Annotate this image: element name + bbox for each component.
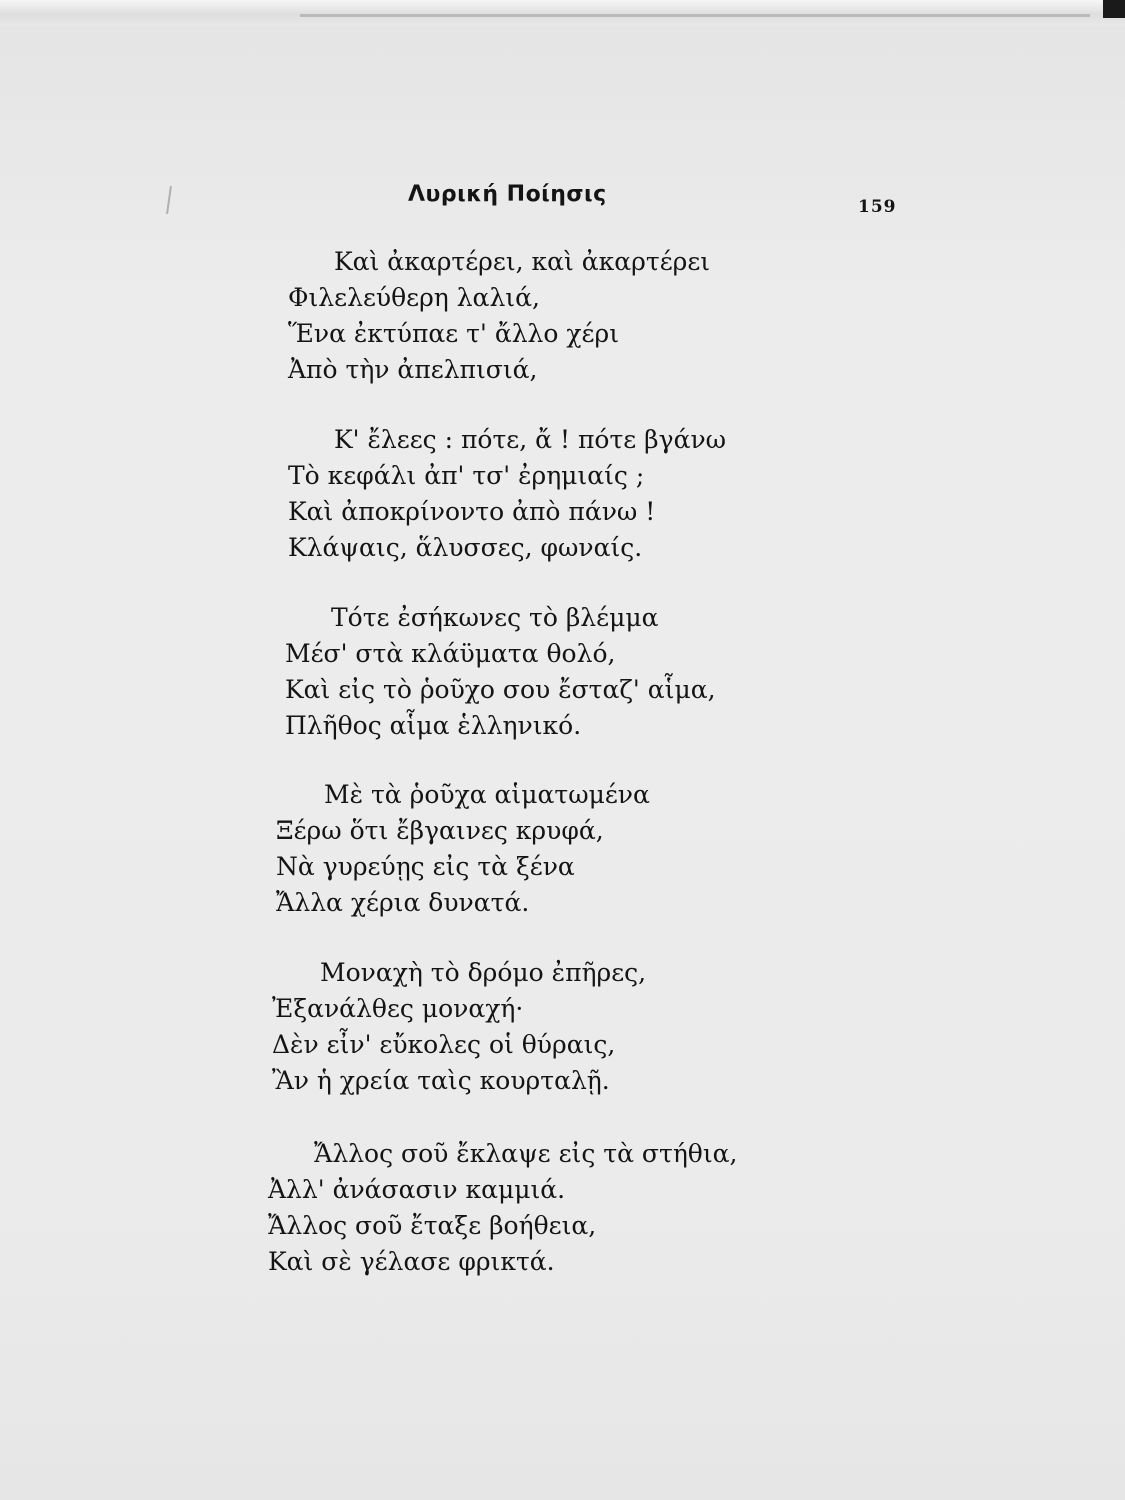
- poem-line: Κλάψαις, ἅλυσσες, φωναίς.: [288, 533, 643, 562]
- poem-line: Φιλελεύθερη λαλιά,: [288, 283, 540, 312]
- margin-speck: [166, 186, 172, 214]
- poem-line: Ἄλλος σοῦ ἔκλαψε εἰς τὰ στήθια,: [314, 1139, 738, 1168]
- poem-line: Ἀλλ' ἀνάσασιν καμμιά.: [268, 1175, 566, 1204]
- poem-line: Τὸ κεφάλι ἀπ' τσ' ἐρημιαίς ;: [288, 461, 645, 490]
- poem-line: Ἂν ἡ χρεία ταὶς κουρταλῇ.: [272, 1066, 610, 1095]
- page-top-edge: [0, 0, 1125, 26]
- poem-line: Δὲν εἶν' εὔκολες οἱ θύραις,: [272, 1030, 616, 1059]
- stanza-5: [272, 955, 646, 1099]
- stanza-4: [276, 777, 650, 921]
- stanza-6: [268, 1136, 738, 1280]
- poem-line: Μὲ τὰ ῥοῦχα αἱματωμένα: [324, 780, 650, 809]
- poem-line: Μέσ' στὰ κλάϋματα θολό,: [285, 639, 616, 668]
- page-number: 159: [858, 197, 897, 217]
- poem-line: Ἄλλα χέρια δυνατά.: [276, 888, 530, 917]
- poem-line: Ἄλλος σοῦ ἔταξε βοήθεια,: [268, 1211, 597, 1240]
- poem-line: Καὶ σὲ γέλασε φρικτά.: [268, 1247, 555, 1276]
- poem-line: Ἐξανάλθες μοναχή·: [272, 994, 524, 1023]
- poem-line: Καὶ εἰς τὸ ῥοῦχο σου ἔσταζ' αἷμα,: [285, 675, 716, 704]
- stanza-3: [285, 600, 716, 744]
- stanza-1: [288, 244, 710, 388]
- corner-mark: [1103, 0, 1125, 18]
- poem-line: Ξέρω ὅτι ἔβγαινες κρυφά,: [276, 816, 604, 845]
- poem-line: Νὰ γυρεύῃς εἰς τὰ ξένα: [276, 852, 575, 881]
- poem-line: Ἕνα ἐκτύπαε τ' ἄλλο χέρι: [288, 319, 619, 348]
- poem-line: Πλῆθος αἷμα ἑλληνικό.: [285, 711, 582, 740]
- stanza-2: [288, 422, 726, 566]
- poem-line: Καὶ ἀκαρτέρει, καὶ ἀκαρτέρει: [334, 247, 711, 276]
- poem-line: Καὶ ἀποκρίνοντο ἀπὸ πάνω !: [288, 497, 656, 526]
- poem-line: Κ' ἔλεες : πότε, ἄ ! πότε βγάνω: [334, 425, 727, 454]
- poem-line: Ἀπὸ τὴν ἀπελπισιά,: [288, 355, 538, 384]
- page-edge-shadow: [300, 14, 1090, 17]
- poem-line: Μοναχὴ τὸ δρόμο ἐπῆρες,: [320, 958, 647, 987]
- running-head: Λυρική Ποίησις: [408, 182, 607, 207]
- poem-line: Τότε ἐσήκωνες τὸ βλέμμα: [331, 603, 659, 632]
